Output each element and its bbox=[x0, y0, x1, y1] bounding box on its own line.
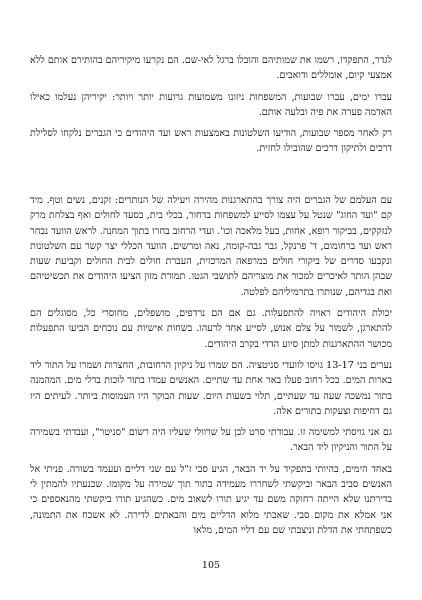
top-text-section bbox=[30, 53, 392, 157]
paragraph-top-1: לגדר, התפקדו, רשמו את שמותיהם והובלו ברגל לאי-שם. הם נקרעו מיקיריהם בהותירם אותם ללא אמצעי קיום, אומללים ודואבים. bbox=[30, 55, 392, 82]
paragraph-main-3: נערים בני 13-17 גויסו לוועדי סניטציה. הם שמרו על ניקיון הרחובות, החצרות ושמרו על התור ליד בארות המים. בכל רחוב פעלו באר אחת עד שתיים. האנשים עמדו בתור לוכות בדלי מים. המהמנה בתור נמשכה שעה עד שעתיים, תלוי בשעות היום. שעות הבוקר היו העמוסות ביותר. לעיתים היו גם דחיפות וצעקות בתורים אלה. bbox=[30, 359, 393, 417]
paragraph-main-1: עם העלמם של הגברים היה צורך בהתארגנות מהירה ויעילה של הנותרים: זקנים, נשים וטף. מיד קם "ועד החוג" שנטל על עצמו לסייע למשפחות בדחור, בכלי בית, בסעד לחולים ואף בצלחת מרק לנזקקים, בביקור רופא, אחות, בעל מלאכה וכו'. ועדי הרחוב בחרו בתוך המחנה. לראש הוועד נבחר ראש ועד ברחומום, ד' פרנקל, גבר גבה-קומה, נאה ומרשים. הוועד הכללי יצר קשר עם השלטונות ונקבעו סדרים של ביקורי חולים במרפאה המרכזית, העברת חולים לבית החולים וקביעת שעות שבהן הותר לאיכרים למכור את מוצריהם לתושבי הגטו. תמורת מזון הציעו היהודים את תכשיטיהם ואת בגדיהם, שנותרו בתרמיליהם לפלטה. bbox=[30, 195, 392, 298]
paragraph-top-2: עברו ימים, עברו שבועות, המשפחות ניזונו משמועות גרועות יותר ויותר: יקיריהן נעלמו כאילו האדמה פערה את פיה ובלעה אותם. bbox=[30, 91, 392, 118]
paragraph-main-4: גם אני גויסתי למשימה זו. עבודתי סרט לבן על שרוולי שעליו היה רשום "סניטר", ועבדתי בשמירה על התור והניקיון ליד הבאר. bbox=[30, 427, 392, 454]
page-number: 105 bbox=[201, 560, 221, 571]
main-text-section bbox=[30, 193, 392, 538]
paragraph-top-3: רק לאחר מספר שבועות, הודיעו השלטונות באמצעות ראש ועד היהודים כי הגברים נלקחו לסלילת דרכים ולתיקון דרכים שהובילו לחזית. bbox=[30, 128, 392, 155]
paragraph-main-5: באחד הימים, בהיותי בתפקיד על יד הבאר, הגיע סבי ז"ל עם שני דליים ועעמד בשורה. פניתי אל האנשים סביב הבאר וביקשתי לשחררו מעמידה בתור תוך שמירה על מקומו. שכנעתיו להמתין לי בדירתנו שלא הייתה רחוקה משם עד יגיע תורו לשאוב מים. כשהגיע תורו ביקשתי מהנאספים כי אני אמלא את מקום סבי. שאבתי מלוא הדליים מים והבאתים לדירה. לא אשכח את התמונה, כשפתחתי את הדלת וניצבתי שם עם דליי המים, מלאו bbox=[30, 463, 392, 536]
paragraph-main-2: יכולת היהודים ראויה להתפעלות. גם אם הם נרדפים, מושפלים, מחוסרי כל, מסוגלים הם להתארגן, לשמור על צלם אנוש, לסייע אחד לרעהו. בשחות אישיות עם נוכחים הביעו התפעלות מכושר ההתארגנות למתן סיוע הדדי בקרב היהודים. bbox=[30, 308, 392, 350]
